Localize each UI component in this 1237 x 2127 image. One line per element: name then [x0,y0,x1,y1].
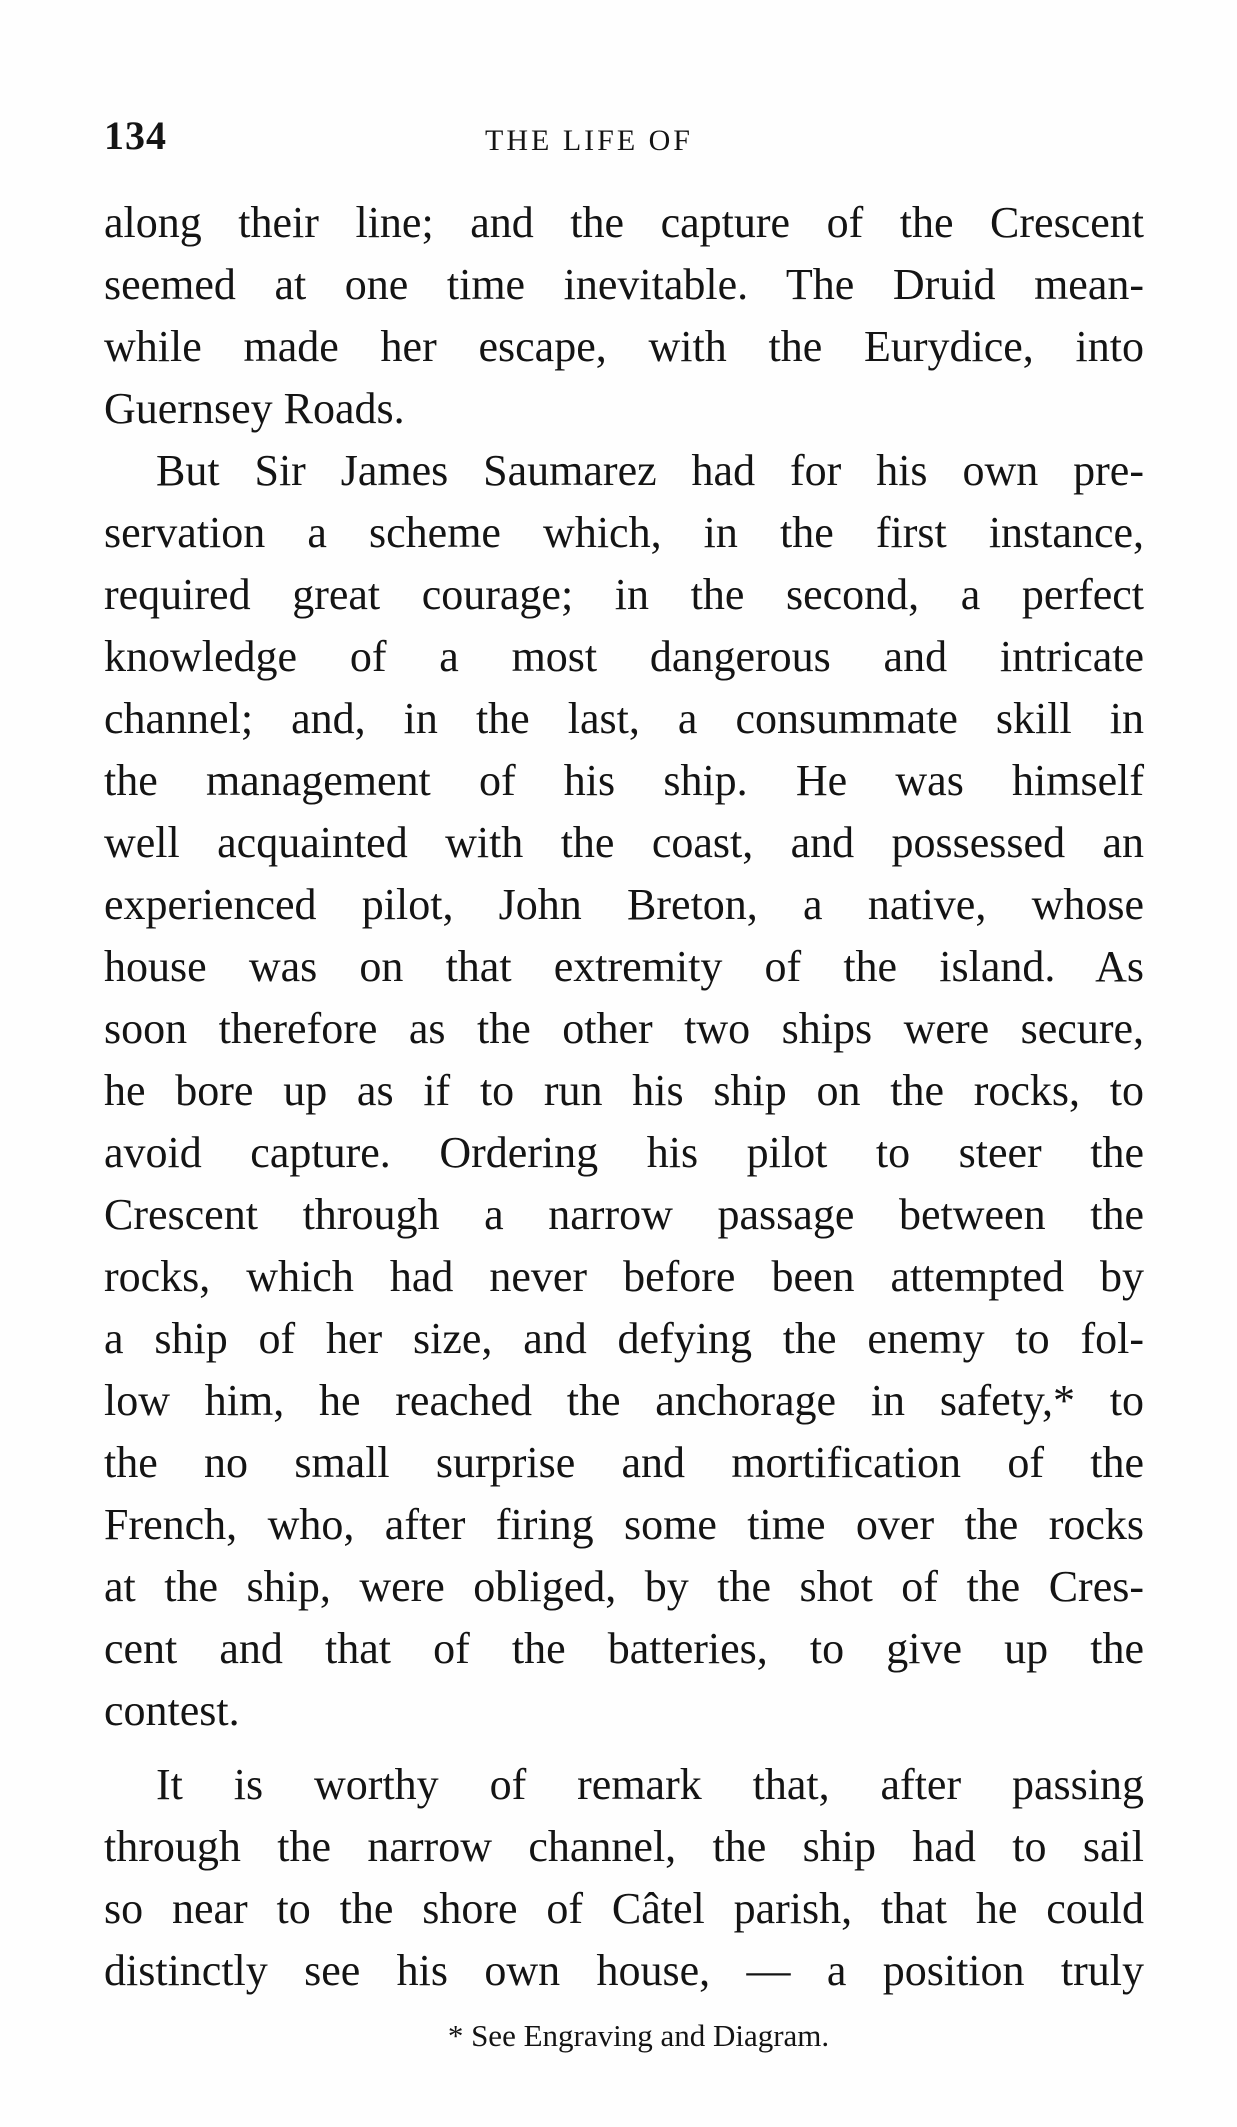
paragraph [104,440,1144,1742]
text-line: avoid capture. Ordering his pilot to steer the [104,1128,1144,1177]
text-line: so near to the shore of Câtel parish, that he could [104,1884,1144,1933]
text-line: house was on that extremity of the island. As [104,942,1144,991]
text-line: the no small surprise and mortification of the [104,1438,1144,1487]
text-line: soon therefore as the other two ships were secure, [104,1004,1144,1053]
text-line: Crescent through a narrow passage between the [104,1190,1144,1239]
body-text [104,192,1144,2002]
text-line: cent and that of the batteries, to give up the [104,1624,1144,1673]
paragraph [104,1754,1144,2002]
text-line: the management of his ship. He was himself [104,756,1144,805]
text-line: knowledge of a most dangerous and intricate [104,632,1144,681]
text-line: distinctly see his own house, — a position truly [104,1946,1144,1995]
text-line: It is worthy of remark that, after passing [156,1760,1144,1809]
text-line: channel; and, in the last, a consummate skill in [104,694,1144,743]
text-line: rocks, which had never before been attempted by [104,1252,1144,1301]
text-line: experienced pilot, John Breton, a native, whose [104,880,1144,929]
text-line: But Sir James Saumarez had for his own pre- [156,446,1144,495]
paragraph [104,192,1144,440]
text-line: a ship of her size, and defying the enemy to fol- [104,1314,1144,1363]
text-line: he bore up as if to run his ship on the rocks, to [104,1066,1144,1115]
text-line: low him, he reached the anchorage in safety,* to [104,1376,1144,1425]
text-line: while made her escape, with the Eurydice, into [104,322,1144,371]
footnote: * See Engraving and Diagram. [447,2018,830,2053]
text-line: servation a scheme which, in the first instance, [104,508,1144,557]
text-line: seemed at one time inevitable. The Druid mean- [104,260,1144,309]
text-line: along their line; and the capture of the Crescent [104,198,1144,247]
text-line: contest. [104,1686,240,1735]
text-line: through the narrow channel, the ship had to sail [104,1822,1144,1871]
running-title: THE LIFE OF [485,124,693,157]
paragraph-gap [104,1742,1144,1754]
text-line: Guernsey Roads. [104,384,405,433]
running-head [104,112,1134,172]
text-line: required great courage; in the second, a perfect [104,570,1144,619]
text-line: at the ship, were obliged, by the shot of the Cres- [104,1562,1144,1611]
text-line: French, who, after firing some time over the rocks [104,1500,1144,1549]
text-line: well acquainted with the coast, and possessed an [104,818,1144,867]
page-number: 134 [104,113,167,158]
